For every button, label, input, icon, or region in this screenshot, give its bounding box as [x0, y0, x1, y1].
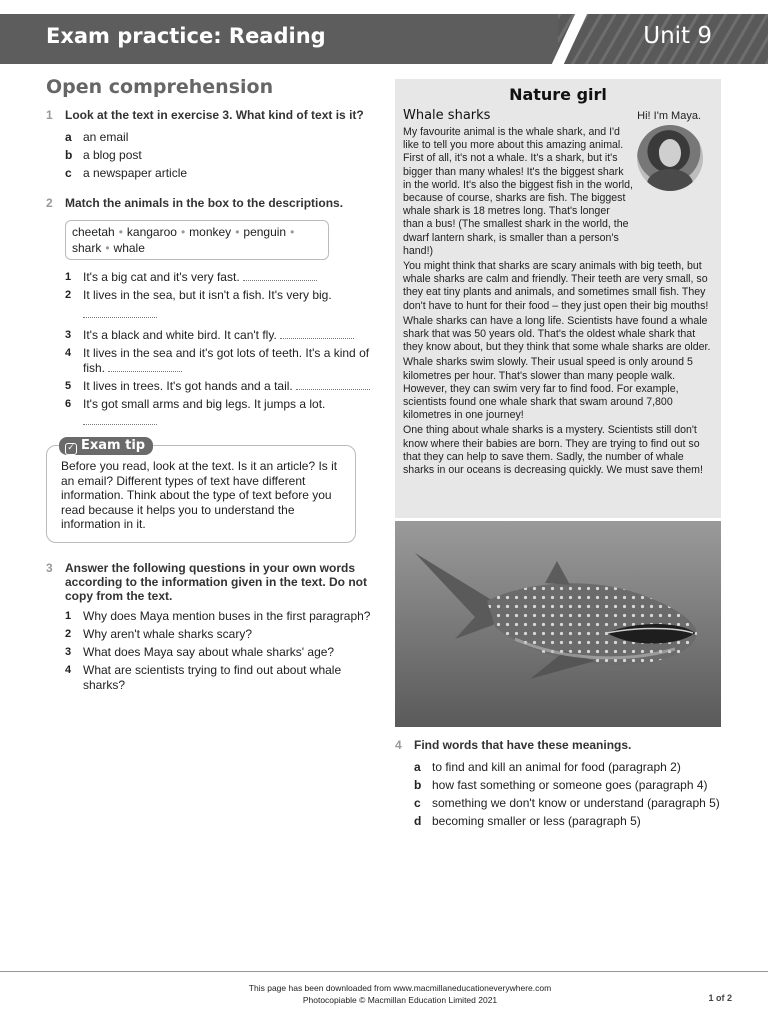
option-list	[414, 758, 735, 830]
item-text: What are scientists trying to find out about whale sharks?	[83, 662, 342, 692]
question-3	[46, 561, 372, 693]
exam-tip-text: Before you read, look at the text. Is it an article? Is it an email? Different types of text have different information. Think about the type of text before you read because it helps you to understand the information in it.	[61, 459, 338, 531]
page-header	[0, 14, 768, 64]
question-4-block	[395, 738, 735, 830]
item-number: 6	[65, 398, 72, 410]
question-list	[65, 609, 372, 693]
article-paragraph: Whale sharks swim slowly. Their usual speed is only around 5 kilometres per hour. That's slower than many people walk. However, they can swim very far to find food. For example, scientists found one whale shark that swam around 7,800 kilometres in one journey!	[403, 356, 693, 422]
question-number: 4	[395, 738, 402, 752]
whale-shark-illustration	[395, 521, 721, 727]
item-number: 1	[65, 271, 72, 283]
item-number: 4	[65, 663, 72, 676]
option-text: a newspaper article	[83, 166, 188, 180]
option-text: an email	[83, 130, 129, 144]
option-text: how fast something or someone goes (paragraph 4)	[432, 778, 708, 792]
article-paragraph: My favourite animal is the whale shark, and I'd like to tell you more about this amazing animal. First of all, it's not a whale. It's a shark, but it's bigger than many whales! It's the biggest shark in the world. It's also the biggest fish in the world, because of course, sharks are fish. The biggest whale shark is 18 metres long. That's longer than a bus! (The smallest shark in the world, the dwarf lantern shark, is smaller than a person's hand!)	[403, 126, 633, 257]
answer-blank[interactable]	[83, 307, 157, 318]
question-item	[65, 663, 372, 693]
article-greeting: Hi! I'm Maya.	[637, 110, 701, 122]
item-number: 3	[65, 645, 72, 658]
item-text: It's a black and white bird. It can't fly.	[83, 328, 277, 342]
answer-blank[interactable]	[83, 414, 157, 425]
item-number: 2	[65, 289, 72, 301]
option-letter: a	[65, 130, 72, 144]
footer-text	[180, 983, 620, 1006]
option-letter: c	[65, 166, 72, 180]
question-text: Look at the text in exercise 3. What kind of text is it?	[65, 108, 364, 122]
match-item	[65, 288, 372, 322]
question-2	[46, 196, 372, 429]
item-number: 5	[65, 380, 72, 392]
question-text: Match the animals in the box to the descriptions.	[65, 196, 344, 210]
avatar-body	[647, 169, 693, 191]
article-paragraph: Whale sharks can have a long life. Scientists have found a whale shark that was 50 years old. That's the oldest whale shark that they know about, but they think that some whale sharks are older.	[403, 314, 711, 354]
option-item	[414, 758, 735, 776]
option-letter: a	[414, 760, 421, 774]
item-number: 2	[65, 627, 72, 640]
page-title: Exam practice: Reading	[46, 24, 326, 48]
article-paragraph: One thing about whale sharks is a mystery. Scientists still don't know where their babies are born. They are trying to find out so that they can help to save them. Sadly, the number of whale sharks in our oceans is decreasing quickly. We must save them!	[403, 424, 703, 477]
footer-copyright: Photocopiable © Macmillan Education Limited 2021	[302, 994, 498, 1005]
match-item	[65, 270, 372, 285]
match-item	[65, 346, 372, 376]
item-number: 3	[65, 329, 72, 341]
question-4	[395, 738, 735, 830]
question-number: 2	[46, 196, 53, 210]
option-text: something we don't know or understand (paragraph 5)	[432, 796, 720, 810]
question-number: 1	[46, 108, 53, 122]
question-text: Answer the following questions in your own words according to the information given in the text. Do not copy from the text.	[65, 560, 368, 603]
left-column	[46, 76, 372, 696]
question-item	[65, 609, 372, 624]
question-text: Find words that have these meanings.	[414, 738, 632, 752]
option-item	[65, 128, 372, 146]
article-panel	[395, 79, 721, 518]
unit-label: Unit 9	[643, 23, 712, 49]
option-letter: b	[414, 778, 422, 792]
item-text: It lives in the sea, but it isn't a fish. It's very big.	[83, 288, 332, 302]
option-list	[65, 128, 372, 182]
article-title: Nature girl	[509, 85, 607, 104]
word-box-word: penguin	[243, 225, 287, 239]
article-subtitle: Whale sharks	[403, 108, 491, 123]
option-letter: b	[65, 148, 73, 162]
option-item	[414, 794, 735, 812]
item-text: It's a big cat and it's very fast.	[83, 270, 240, 284]
option-text: a blog post	[83, 148, 142, 162]
answer-blank[interactable]	[280, 328, 354, 339]
match-item	[65, 328, 372, 343]
footer-divider	[0, 971, 768, 972]
section-title: Open comprehension	[46, 76, 274, 98]
option-text: becoming smaller or less (paragraph 5)	[432, 814, 641, 828]
item-text: Why aren't whale sharks scary?	[83, 626, 253, 641]
option-item	[414, 776, 735, 794]
option-item	[65, 146, 372, 164]
option-item	[65, 164, 372, 182]
exam-tip-title: Exam tip	[81, 438, 146, 453]
check-icon: ✓	[65, 443, 77, 455]
word-box-word: whale	[113, 241, 145, 255]
item-number: 4	[65, 347, 72, 359]
item-text: It's got small arms and big legs. It jumps a lot.	[83, 397, 326, 411]
option-letter: d	[414, 814, 422, 828]
exam-tip-label	[59, 437, 153, 455]
exam-tip-box	[46, 438, 356, 543]
answer-blank[interactable]	[108, 361, 182, 372]
item-number: 1	[65, 609, 72, 622]
option-letter: c	[414, 796, 421, 810]
avatar-face	[659, 139, 681, 167]
question-item	[65, 627, 372, 642]
word-box: cheetah • kangaroo • monkey • penguin • shark • whale	[65, 220, 329, 260]
question-number: 3	[46, 560, 53, 575]
whale-shark-photo	[395, 521, 721, 727]
item-text: What does Maya say about whale sharks' age?	[83, 644, 335, 659]
word-box-word: kangaroo	[126, 225, 177, 239]
footer-download-link[interactable]: This page has been downloaded from www.macmillaneducationeverywhere.com	[248, 983, 552, 993]
answer-blank[interactable]	[296, 379, 370, 390]
match-item	[65, 379, 372, 394]
word-box-word: monkey	[189, 225, 232, 239]
item-text: It lives in the sea and it's got lots of teeth. It's a kind of fish.	[83, 346, 370, 375]
item-text: Why does Maya mention buses in the first paragraph?	[83, 608, 371, 623]
option-item	[414, 812, 735, 830]
word-box-word: shark	[72, 241, 102, 255]
word-box-word: cheetah	[72, 225, 115, 239]
article-paragraph: You might think that sharks are scary animals with big teeth, but whale sharks are calm and friendly. Their teeth are very small, so they eat tiny plants and animals, and sometimes small fish. They don't have to hunt for their food – they just open their big mouths!	[403, 260, 709, 312]
item-text: It lives in trees. It's got hands and a tail.	[83, 379, 293, 393]
question-1	[46, 108, 372, 182]
page-number: 1 of 2	[708, 993, 732, 1003]
option-text: to find and kill an animal for food (paragraph 2)	[432, 760, 681, 774]
question-item	[65, 645, 372, 660]
answer-blank[interactable]	[243, 270, 317, 281]
match-item	[65, 397, 372, 429]
author-avatar	[637, 125, 703, 191]
